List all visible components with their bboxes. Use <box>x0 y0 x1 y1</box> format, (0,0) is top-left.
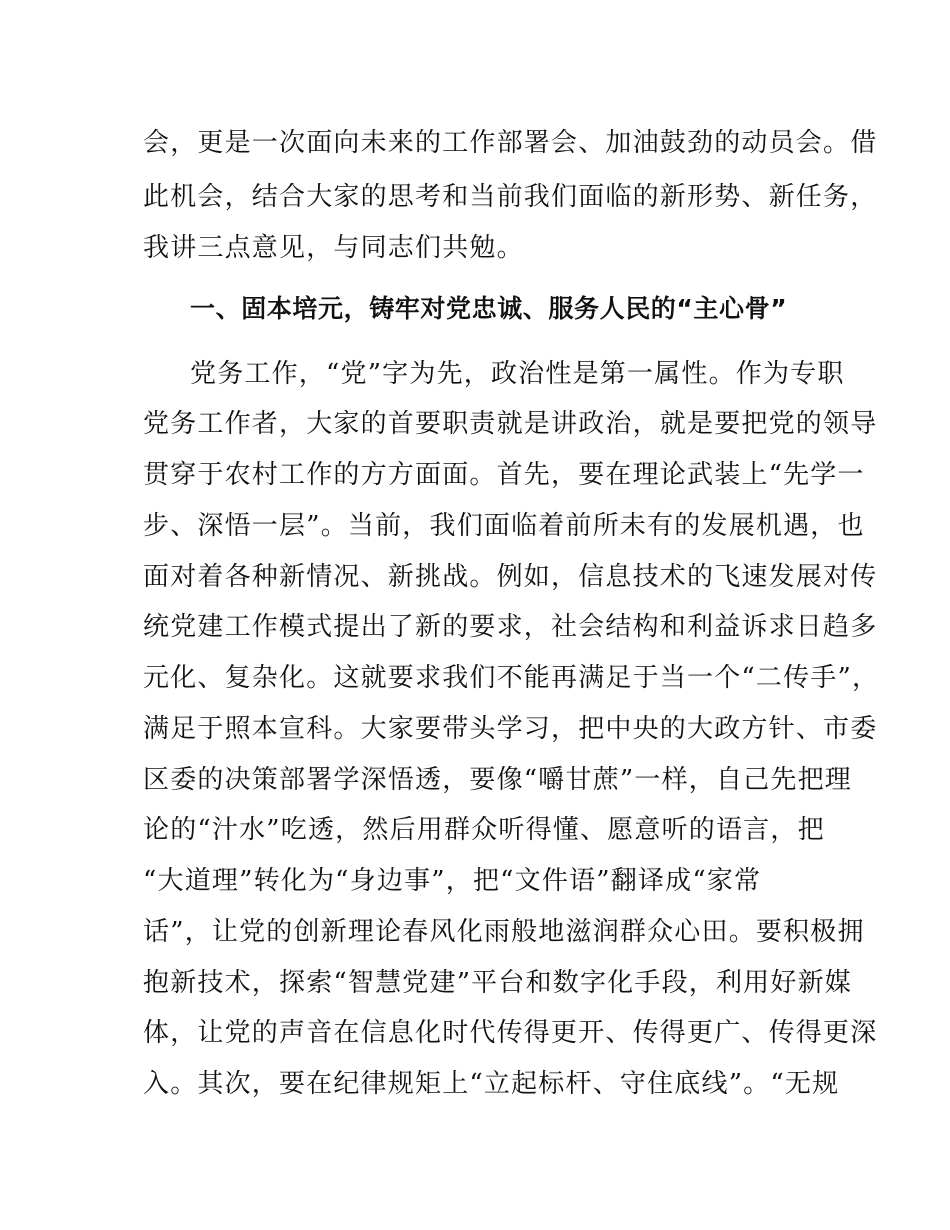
body-line: 元化、复杂化。这就要求我们不能再满足于当一个“二传手”， <box>143 663 880 693</box>
body-line: 面对着各种新情况、新挑战。例如，信息技术的飞速发展对传 <box>143 562 878 592</box>
intro-line: 会，更是一次面向未来的工作部署会、加油鼓劲的动员会。借 <box>143 128 878 158</box>
intro-line: 此机会，结合大家的思考和当前我们面临的新形势、新任务， <box>143 182 878 212</box>
body-line: 体，让党的声音在信息化时代传得更开、传得更广、传得更深 <box>143 1018 878 1048</box>
body-line: 入。其次，要在纪律规矩上“立起标杆、守住底线”。“无规 <box>143 1069 840 1099</box>
body-line: 话”，让党的创新理论春风化雨般地滋润群众心田。要积极拥 <box>143 917 865 947</box>
body-line: 党务工作，“党”字为先，政治性是第一属性。作为专职 <box>190 359 845 389</box>
section-heading: 一、固本培元，铸牢对党忠诚、服务人民的“主心骨” <box>190 294 788 323</box>
body-line: 抱新技术，探索“智慧党建”平台和数字化手段，利用好新媒 <box>143 968 852 998</box>
body-line: 步、深悟一层”。当前，我们面临着前所未有的发展机遇，也 <box>143 511 865 541</box>
body-line: 论的“汁水”吃透，然后用群众听得懂、愿意听的语言，把 <box>143 815 825 845</box>
body-line: 党务工作者，大家的首要职责就是讲政治，就是要把党的领导 <box>143 409 878 439</box>
body-line: 满足于照本宣科。大家要带头学习，把中央的大政方针、市委 <box>143 714 878 744</box>
intro-line: 我讲三点意见，与同志们共勉。 <box>143 233 524 263</box>
body-line: 区委的决策部署学深悟透，要像“嚼甘蔗”一样，自己先把理 <box>143 765 852 795</box>
body-line: “大道理”转化为“身边事”，把“文件语”翻译成“家常 <box>143 866 762 896</box>
body-line: 统党建工作模式提出了新的要求，社会结构和利益诉求日趋多 <box>143 612 878 642</box>
body-line: 贯穿于农村工作的方方面面。首先，要在理论武装上“先学一 <box>143 460 865 490</box>
